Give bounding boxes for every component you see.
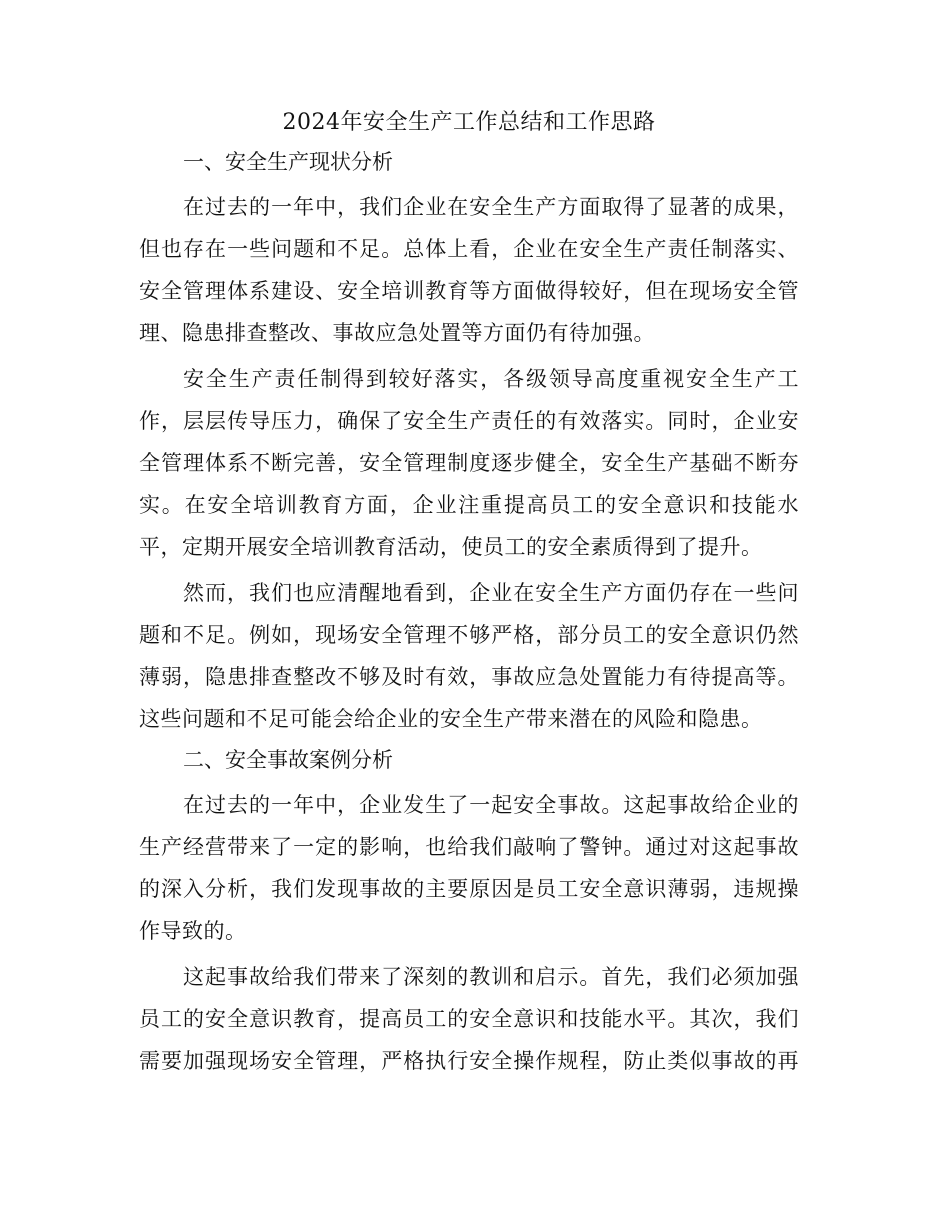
paragraph-line: 在过去的一年中，企业发生了一起安全事故。这起事故给企业的 (183, 793, 799, 817)
paragraph-line: 作导致的。 (139, 919, 247, 943)
paragraph-line: 安全管理体系建设、安全培训教育等方面做得较好，但在现场安全管 (139, 279, 799, 303)
document-title: 2024年安全生产工作总结和工作思路 (282, 110, 656, 135)
paragraph-line: 但也存在一些问题和不足。总体上看，企业在安全生产责任制落实、 (139, 237, 799, 261)
document-body (139, 104, 799, 1082)
paragraph-line: 然而，我们也应清醒地看到，企业在安全生产方面仍存在一些问 (183, 581, 799, 605)
paragraph-line: 员工的安全意识教育，提高员工的安全意识和技能水平。其次，我们 (139, 1007, 799, 1031)
paragraph-line: 生产经营带来了一定的影响，也给我们敲响了警钟。通过对这起事故 (139, 835, 799, 859)
paragraph-line: 平，定期开展安全培训教育活动，使员工的安全素质得到了提升。 (139, 535, 763, 559)
paragraph-4 (139, 780, 799, 952)
paragraph-5 (139, 952, 799, 1082)
paragraph-line: 全管理体系不断完善，安全管理制度逐步健全，安全生产基础不断夯 (139, 451, 799, 475)
section-heading-2: 二、安全事故案例分析 (183, 748, 393, 772)
paragraph-line: 这些问题和不足可能会给企业的安全生产带来潜在的风险和隐患。 (139, 707, 763, 731)
paragraph-line: 作，层层传导压力，确保了安全生产责任的有效落实。同时，企业安 (139, 409, 799, 433)
paragraph-line: 题和不足。例如，现场安全管理不够严格，部分员工的安全意识仍然 (139, 623, 799, 647)
paragraph-3 (139, 568, 799, 740)
paragraph-line: 理、隐患排查整改、事故应急处置等方面仍有待加强。 (139, 321, 655, 345)
paragraph-2 (139, 354, 799, 568)
paragraph-1 (139, 182, 799, 354)
section-heading-1: 一、安全生产现状分析 (183, 150, 393, 174)
paragraph-line: 在过去的一年中，我们企业在安全生产方面取得了显著的成果， (183, 195, 799, 219)
paragraph-line: 需要加强现场安全管理，严格执行安全操作规程，防止类似事故的再 (139, 1049, 799, 1073)
paragraph-line: 安全生产责任制得到较好落实，各级领导高度重视安全生产工 (183, 367, 799, 391)
paragraph-line: 薄弱，隐患排查整改不够及时有效，事故应急处置能力有待提高等。 (139, 665, 799, 689)
paragraph-line: 这起事故给我们带来了深刻的教训和启示。首先，我们必须加强 (183, 965, 799, 989)
paragraph-line: 实。在安全培训教育方面，企业注重提高员工的安全意识和技能水 (139, 493, 799, 517)
paragraph-line: 的深入分析，我们发现事故的主要原因是员工安全意识薄弱，违规操 (139, 877, 799, 901)
